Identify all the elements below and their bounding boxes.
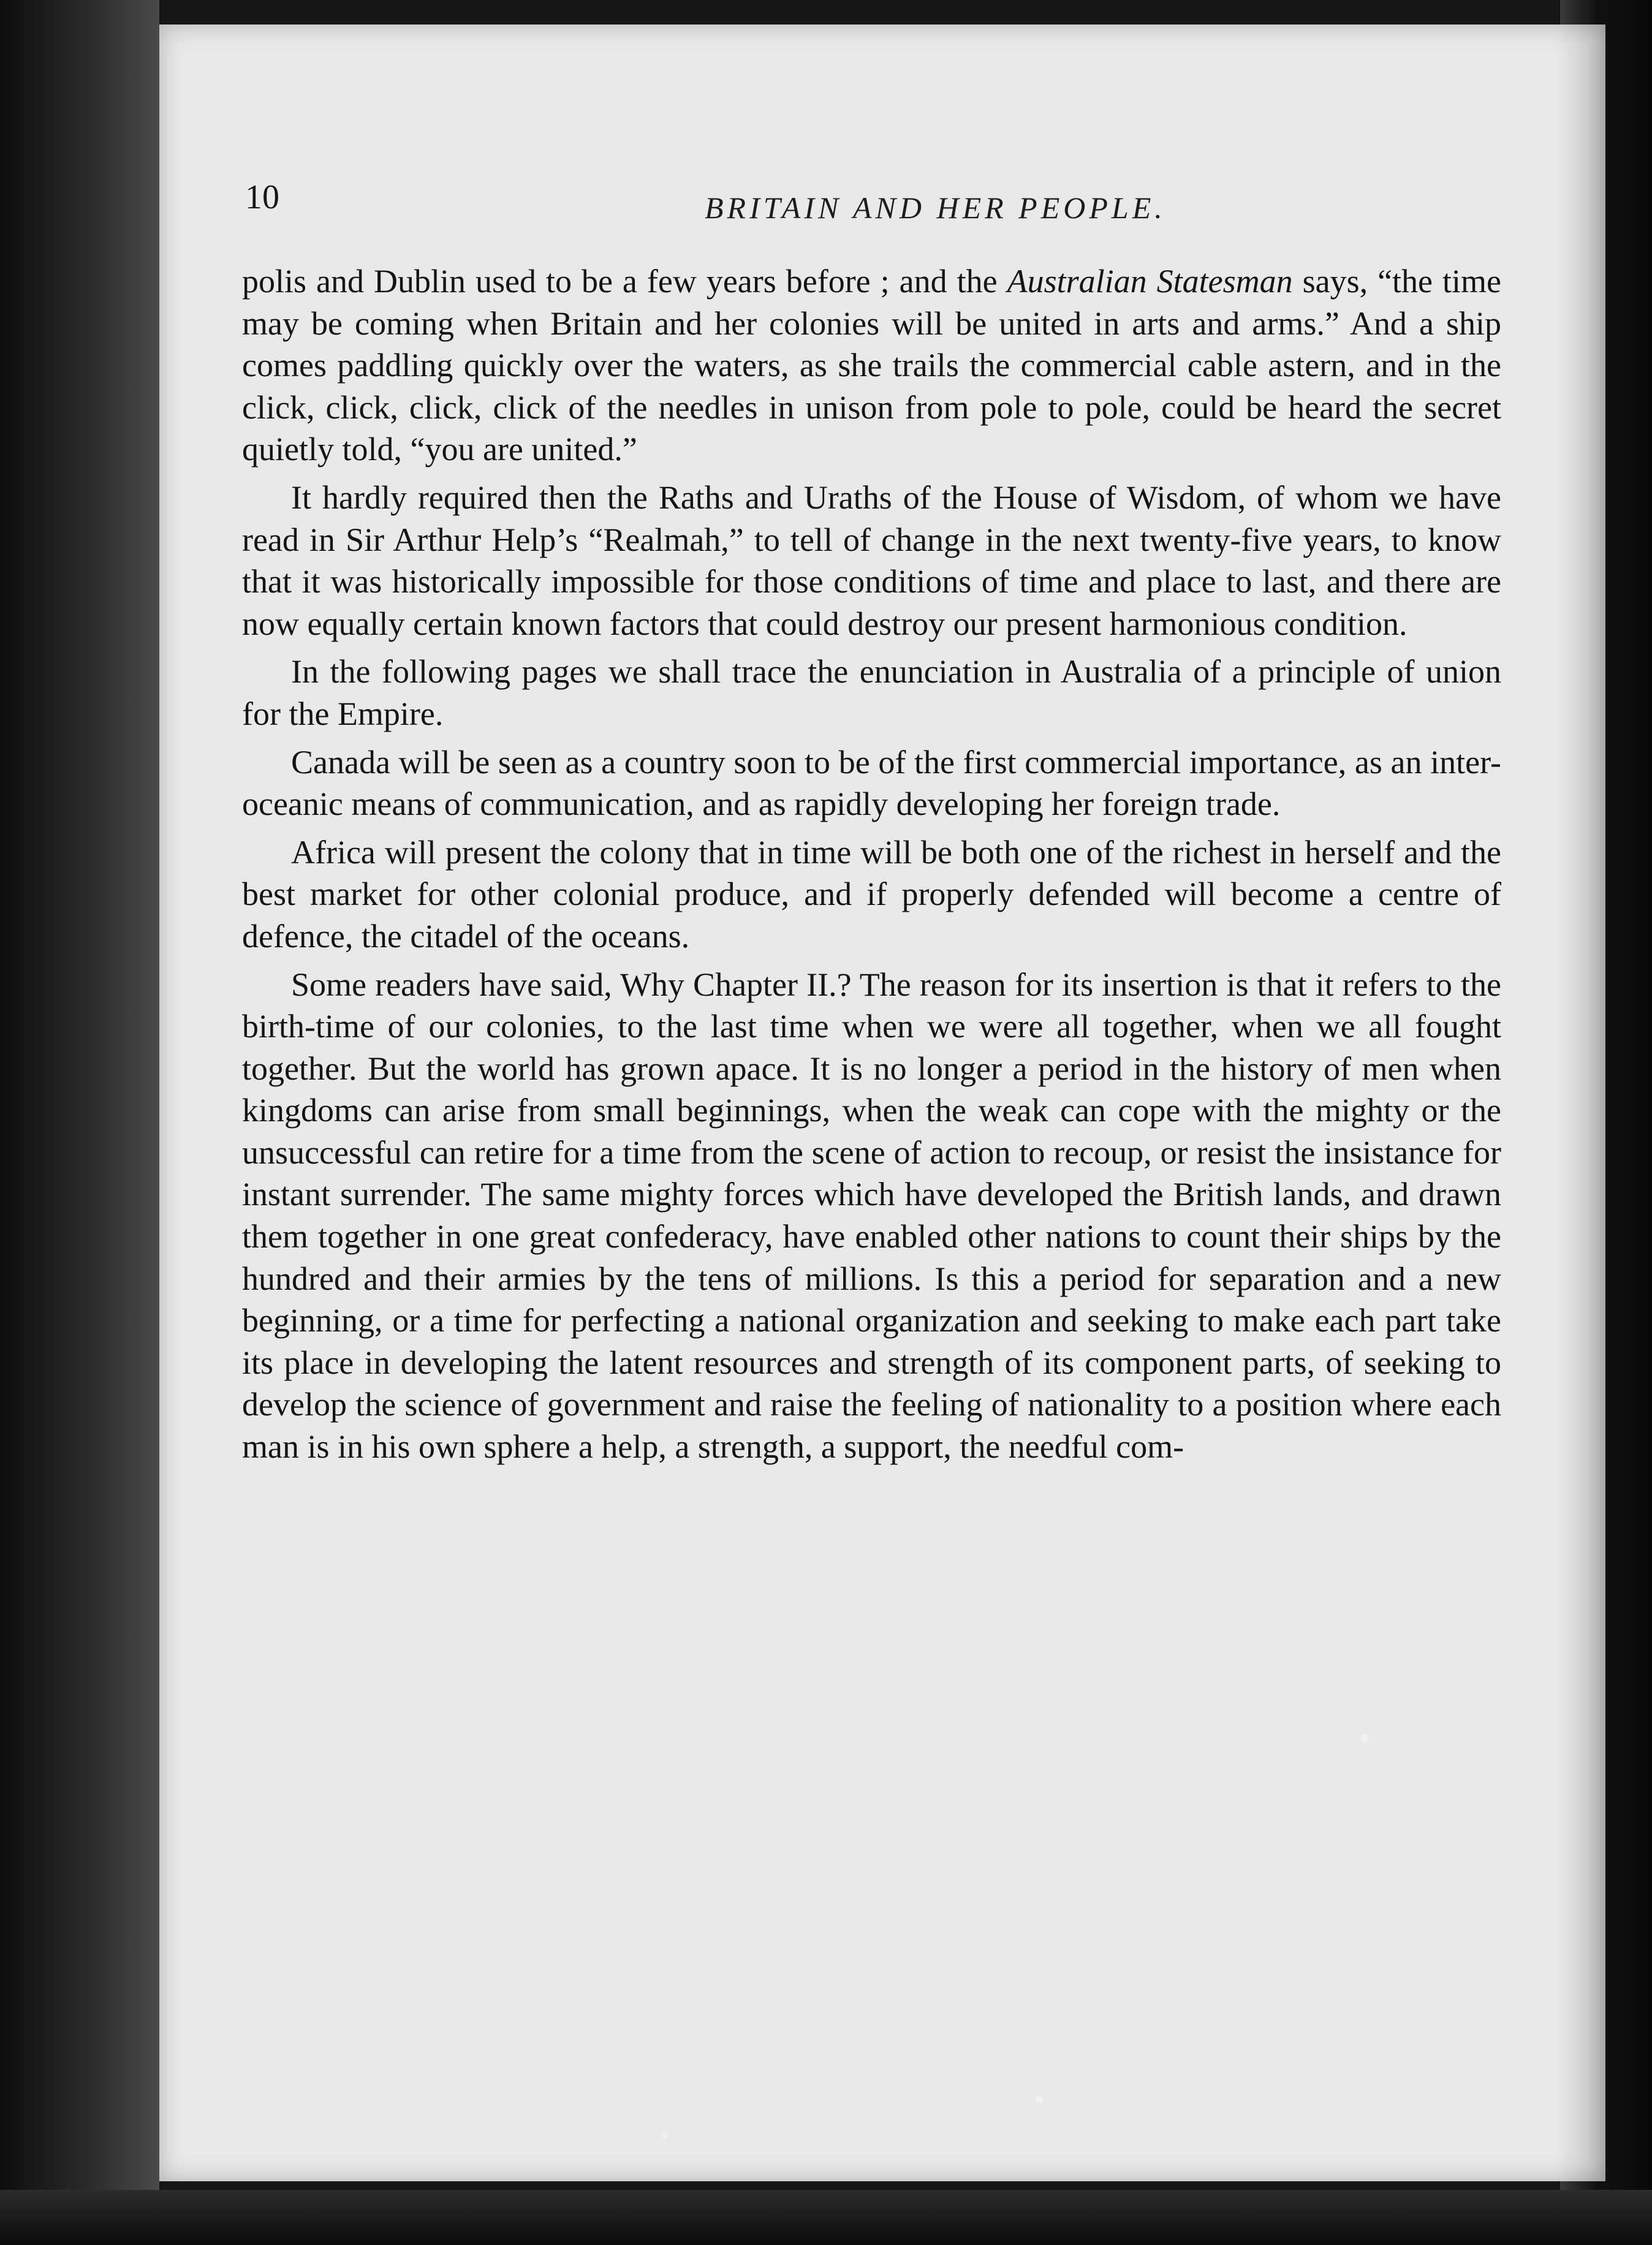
paragraph xyxy=(242,651,1501,735)
text-run: In the following pages we shall trace the enunciation in Australia of a principle of union for the Empire. xyxy=(242,653,1501,732)
scan-speck xyxy=(662,2132,668,2138)
scan-border-bottom xyxy=(0,2190,1652,2245)
scan-speck xyxy=(1036,2095,1043,2103)
body-text xyxy=(242,260,1501,1474)
paragraph xyxy=(242,964,1501,1468)
paragraph xyxy=(242,831,1501,958)
page-edge-shadow xyxy=(1556,25,1605,2181)
paragraph xyxy=(242,260,1501,471)
text-run: It hardly required then the Raths and Uraths of the House of Wisdom, of whom we have read in Sir Arthur Help’s “Realmah,” to tell of change in the next twenty-five years, to know that it was historically impossible for those conditions of time and place to last, and there are now equally certain known factors that could destroy our present harmonious condition. xyxy=(242,479,1501,642)
text-run: Canada will be seen as a country soon to be of the first commercial importance, as an inter-oceanic means of communication, and as rapidly developing her foreign trade. xyxy=(242,743,1501,823)
text-run: polis and Dublin used to be a few years before ; and the xyxy=(242,263,1007,300)
scan-speck xyxy=(1360,1734,1369,1743)
paragraph xyxy=(242,477,1501,645)
paragraph xyxy=(242,741,1501,825)
text-run: says, “the time may be coming when Britain and her colonies will be united in arts and arms.” And a ship comes paddling quickly over the waters, as she trails the commercial cable astern, and in the click, click, click, click of the needles in unison from pole to pole, could be heard the secret quietly told, “you are united.” xyxy=(242,263,1501,468)
running-title: BRITAIN AND HER PEOPLE. xyxy=(705,191,1166,225)
page-number: 10 xyxy=(245,178,279,216)
text-run: Some readers have said, Why Chapter II.? The reason for its insertion is that it refers to the birth-time of our colonies, to the last time when we were all together, when we all fought together. But the world has grown apace. It is no longer a period in the history of men when kingdoms can arise from small beginnings, when the weak can cope with the mighty or the unsuccessful can retire for a time from the scene of action to recoup, or resist the insistance for instant surrender. The same mighty forces which have developed the British lands, and drawn them together in one great confederacy, have enabled other nations to count their ships by the hundred and their armies by the tens of millions. Is this a period for separation and a new beginning, or a time for perfecting a national organization and seeking to make each part take its place in developing the latent resources and strength of its component parts, of seeking to develop the science of government and raise the feeling of nationality to a position where each man is in his own sphere a help, a strength, a support, the needful com- xyxy=(242,966,1501,1466)
scan-border-left xyxy=(0,0,159,2245)
italic-text: Australian Statesman xyxy=(1007,263,1293,300)
text-run: Africa will present the colony that in time will be both one of the richest in herself and the best market for other colonial produce, and if properly defended will become a centre of defence, the citadel of the oceans. xyxy=(242,833,1501,955)
page-header xyxy=(245,178,1471,233)
